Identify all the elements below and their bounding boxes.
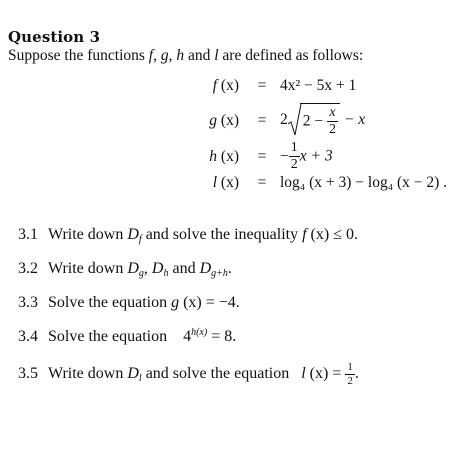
fn-name: f (212, 77, 218, 94)
fn-name: g (209, 112, 218, 129)
equation-rhs (280, 141, 333, 172)
radicand (300, 103, 340, 137)
minus-sign: − (280, 147, 289, 165)
question-3-5 (18, 362, 359, 387)
square-root (288, 103, 340, 137)
fn-arg: (x) (220, 174, 239, 191)
equation-l (0, 174, 474, 194)
question-3-3 (18, 294, 240, 312)
question-number: 3.5 (18, 365, 38, 383)
question-text: Write down (48, 365, 128, 383)
fraction-numerator: x (329, 105, 336, 120)
fn-arg: (x) (220, 77, 239, 94)
domain-subscript: l (138, 373, 142, 385)
intro-sep: , (153, 47, 161, 64)
fn-name: h (209, 148, 218, 165)
equation-rhs (280, 103, 365, 137)
intro-text-before: Suppose the functions (8, 47, 149, 64)
domain-symbol: D (127, 260, 139, 277)
question-title: Question 3 (8, 28, 101, 46)
question-number: 3.1 (18, 226, 38, 243)
domain-symbol: D (151, 260, 164, 277)
var-l: l (214, 47, 219, 64)
question-text: and solve the equation (141, 365, 294, 383)
fraction-denominator: 2 (329, 122, 336, 137)
radical-icon (288, 103, 302, 137)
intro-sep: , (168, 47, 177, 64)
equation-h (0, 141, 474, 171)
question-3-4 (18, 328, 236, 346)
question-expression: (x) = (305, 365, 346, 383)
fn-arg: (x) (220, 112, 239, 129)
question-text: and (168, 260, 200, 277)
var-f: f (148, 47, 154, 64)
question-number: 3.3 (18, 294, 38, 311)
power-exponent: h(x) (191, 327, 208, 338)
fraction-x-over-2 (327, 106, 338, 137)
question-expression: = 8. (207, 328, 237, 345)
domain-subscript: g (138, 268, 144, 279)
power-base: 4 (183, 328, 192, 345)
domain-symbol: D (127, 226, 139, 243)
fn-name: l (301, 365, 306, 383)
tail-term: − x (343, 111, 366, 128)
question-text: Solve the equation (48, 294, 172, 311)
var-h: h (176, 47, 185, 64)
intro-sentence (8, 47, 363, 65)
period: . (227, 260, 232, 277)
equation-rhs: log₄ (x + 3) − log₄ (x − 2) . (280, 174, 448, 191)
comma: , (143, 260, 152, 277)
domain-symbol: D (199, 260, 212, 277)
question-3-1 (18, 226, 358, 244)
equation-lhs (195, 77, 239, 95)
equation-lhs (195, 112, 239, 130)
equation-lhs (195, 174, 239, 192)
equals-sign: = (257, 77, 267, 94)
fn-name: f (302, 226, 307, 243)
equation-lhs (195, 148, 239, 166)
fraction-denominator: 2 (347, 375, 353, 387)
question-number: 3.4 (18, 328, 38, 345)
question-expression: (x) = −4. (179, 294, 240, 311)
domain-subscript: h (163, 268, 169, 279)
equation-rhs: 4x² − 5x + 1 (280, 77, 357, 94)
question-text: Write down (48, 226, 128, 243)
question-text: Write down (48, 260, 128, 277)
intro-text-after: are defined as follows: (218, 47, 364, 64)
fn-name: g (171, 294, 180, 311)
fraction-numerator: 1 (347, 361, 353, 373)
fraction-1-over-2 (289, 141, 300, 172)
tail-term: x + 3 (299, 147, 333, 165)
fraction-denominator: 2 (290, 157, 298, 172)
domain-subscript: g+h (211, 268, 228, 279)
question-text: and solve the inequality (141, 226, 303, 243)
equation-g (0, 103, 474, 137)
coefficient: 2 (280, 111, 288, 128)
equation-f (0, 77, 474, 97)
radicand-term: 2 − (302, 112, 324, 130)
fn-arg: (x) (220, 148, 239, 165)
domain-symbol: D (127, 365, 139, 383)
equals-sign: = (257, 112, 267, 129)
question-3-2 (18, 260, 232, 278)
fn-name: l (212, 174, 218, 191)
question-number: 3.2 (18, 260, 38, 277)
question-expression: (x) ≤ 0. (306, 226, 358, 243)
equals-sign: = (257, 174, 267, 191)
fraction-1-over-2 (345, 362, 355, 387)
intro-and: and (184, 47, 215, 64)
domain-subscript: f (138, 234, 142, 245)
fraction-numerator: 1 (290, 140, 298, 155)
equals-sign: = (257, 148, 267, 165)
var-g: g (160, 47, 169, 64)
question-text: Solve the equation (48, 328, 172, 345)
period: . (354, 365, 359, 383)
